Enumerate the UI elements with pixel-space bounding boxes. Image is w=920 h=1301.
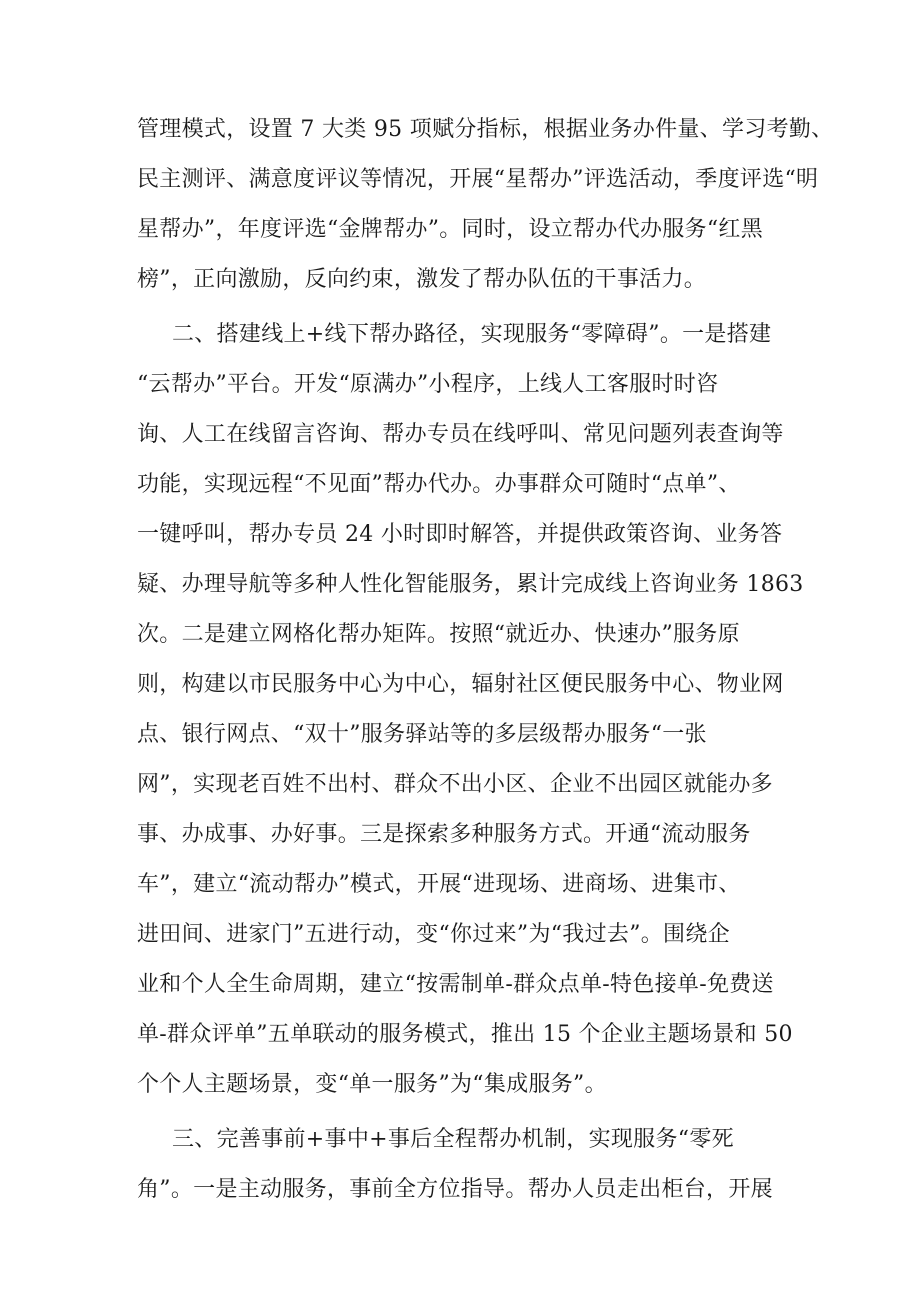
text-line: 一键呼叫，帮办专员 24 小时即时解答，并提供政策咨询、业务答 [137, 522, 783, 547]
text-line: 功能，实现远程“不见面”帮办代办。办事群众可随时“点单”、 [137, 472, 741, 497]
text-line: 网”，实现老百姓不出村、群众不出小区、企业不出园区就能办多 [137, 772, 773, 797]
section-heading-line: 二、搭建线上+线下帮办路径，实现服务“零障碍”。一是搭建 [172, 322, 772, 347]
text-line: 次。二是建立网格化帮办矩阵。按照“就近办、快速办”服务原 [137, 622, 740, 647]
text-line: 进田间、进家门”五进行动，变“你过来”为“我过去”。围绕企 [137, 922, 730, 947]
text-line: 民主测评、满意度评议等情况，开展“星帮办”评选活动，季度评选“明 [137, 167, 819, 192]
text-line: 疑、办理导航等多种人性化智能服务，累计完成线上咨询业务 1863 [137, 572, 804, 597]
text-line: 管理模式，设置 7 大类 95 项赋分指标，根据业务办件量、学习考勤、 [137, 117, 834, 142]
text-line: 事、办成事、办好事。三是探索多种服务方式。开通“流动服务 [137, 822, 751, 847]
text-line: 个个人主题场景，变“单一服务”为“集成服务”。 [137, 1072, 607, 1097]
text-line: 角”。一是主动服务，事前全方位指导。帮办人员走出柜台，开展 [137, 1177, 773, 1202]
text-line: 单-群众评单”五单联动的服务模式，推出 15 个企业主题场景和 50 [137, 1022, 793, 1047]
text-line: 则，构建以市民服务中心为中心，辐射社区便民服务中心、物业网 [137, 672, 784, 697]
text-line: 询、人工在线留言咨询、帮办专员在线呼叫、常见问题列表查询等 [137, 422, 784, 447]
text-line: 星帮办”，年度评选“金牌帮办”。同时，设立帮办代办服务“红黑 [137, 217, 763, 242]
text-line: 车”，建立“流动帮办”模式，开展“进现场、进商场、进集市、 [137, 872, 741, 897]
text-line: 榜”，正向激励，反向约束，激发了帮办队伍的干事活力。 [137, 267, 707, 292]
text-line: 业和个人全生命周期，建立“按需制单-群众点单-特色接单-免费送 [137, 972, 774, 997]
text-line: 点、银行网点、“双十”服务驿站等的多层级帮办服务“一张 [137, 722, 707, 747]
section-heading-line: 三、完善事前+事中+事后全程帮办机制，实现服务“零死 [172, 1127, 734, 1152]
text-line: “云帮办”平台。开发“原满办”小程序，上线人工客服时时咨 [137, 372, 719, 397]
